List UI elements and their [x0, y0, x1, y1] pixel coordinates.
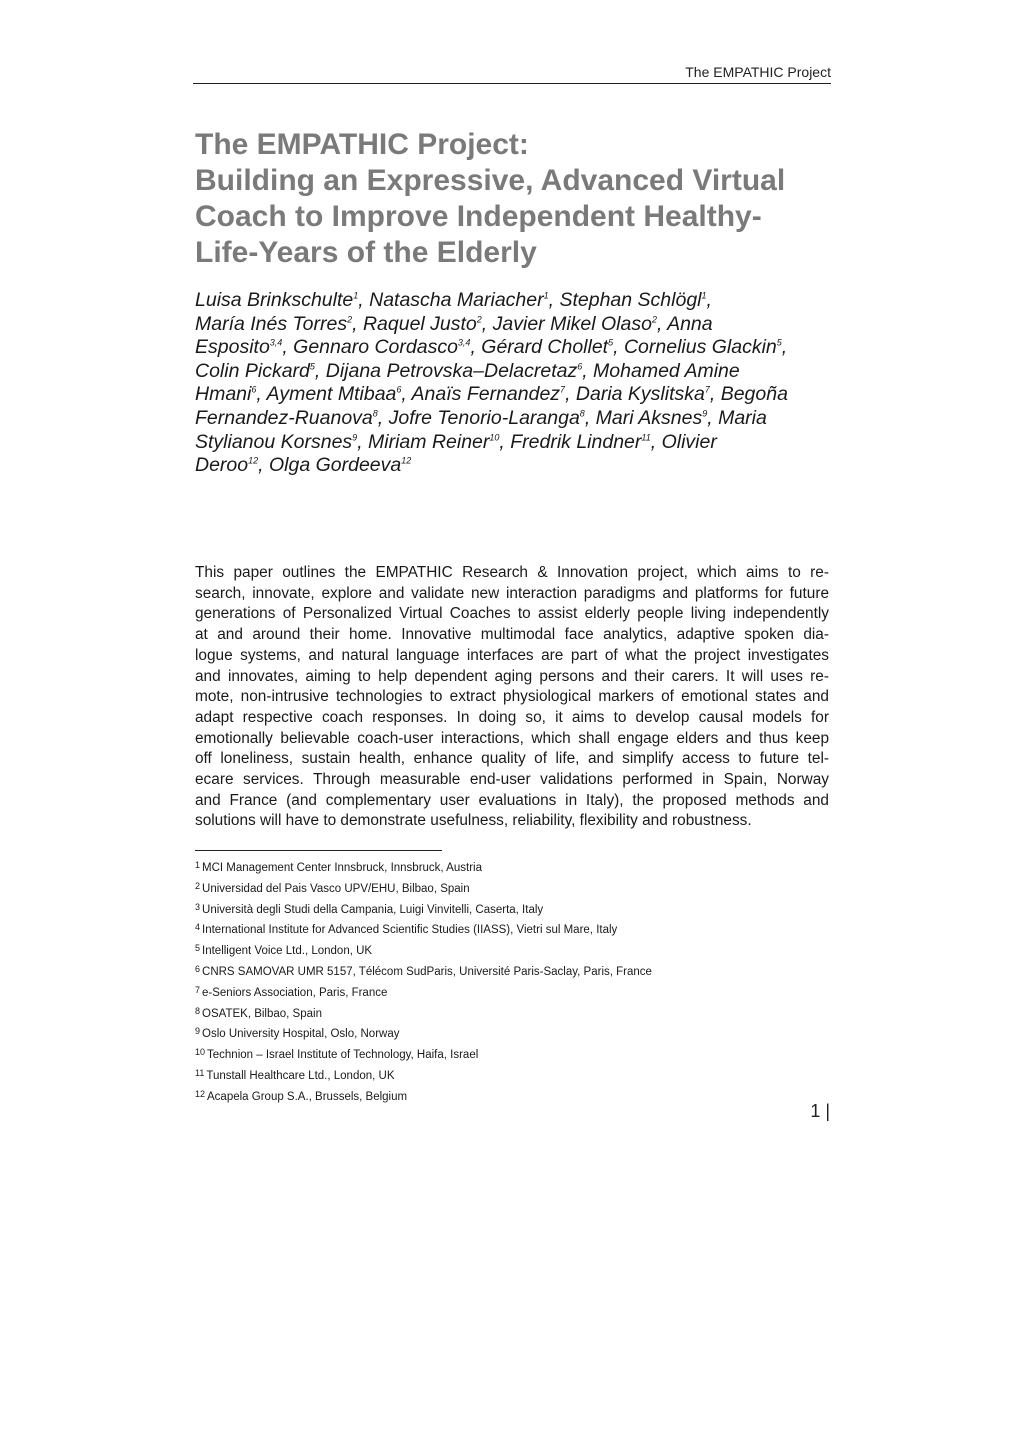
- footnote-number: 10: [195, 1047, 206, 1058]
- author-separator: ,: [706, 289, 712, 311]
- author-name: Daria Kyslitska: [575, 383, 705, 406]
- footnote: [195, 961, 835, 982]
- author-name: Gennaro Cordasco: [293, 336, 458, 359]
- author-name: María Inés Torres: [195, 312, 348, 335]
- author-separator: ,: [613, 336, 624, 359]
- footnote-number: 3: [195, 901, 201, 912]
- footnote-text: CNRS SAMOVAR UMR 5157, Télécom SudParis, Université Paris-Saclay, Paris, France: [202, 965, 652, 978]
- affiliation-marker: 2: [651, 314, 657, 325]
- paper-title: [195, 127, 835, 271]
- affiliation-marker: 2: [476, 314, 482, 325]
- author-line: [195, 383, 845, 407]
- affiliation-marker: 6: [577, 361, 583, 372]
- affiliation-marker: 12: [401, 455, 412, 466]
- abstract-line: and France (and complementary user evaluations in Italy), the proposed methods and: [195, 791, 829, 809]
- author-name: Olga Gordeeva: [268, 454, 402, 477]
- author-name: Natascha Mariacher: [369, 289, 544, 311]
- footnote: [195, 857, 835, 878]
- footnote-number: 2: [195, 880, 201, 891]
- footnote-text: e-Seniors Association, Paris, France: [202, 986, 388, 999]
- author-separator: ,: [314, 359, 326, 382]
- affiliation-marker: 6: [396, 384, 402, 395]
- author-line: [195, 289, 845, 313]
- abstract-line: at and around their home. Innovative multimodal face analytics, adaptive spoken dia-: [195, 626, 829, 644]
- affiliation-marker: 3,4: [269, 337, 283, 348]
- author-name: Raquel Justo: [362, 312, 477, 335]
- title-line: The EMPATHIC Project:: [195, 128, 529, 161]
- footnote: [195, 1044, 835, 1065]
- affiliation-marker: 9: [702, 408, 708, 419]
- author-separator: ,: [282, 336, 294, 359]
- author-separator: , Maria: [707, 406, 767, 429]
- title-line: Coach to Improve Independent Healthy-: [195, 200, 762, 233]
- author-name: Ayment Mtibaa: [266, 383, 397, 406]
- abstract-line: mote, non-intrusive technologies to extract physiological markers of emotional states and: [195, 688, 829, 706]
- author-name: Mari Aksnes: [595, 406, 703, 429]
- abstract-line: emotionally believable coach-user interactions, which shall engage elders and thus keep: [195, 729, 829, 747]
- author-separator: ,: [499, 430, 511, 453]
- footnote-number: 4: [195, 922, 201, 933]
- footnote: [195, 1003, 835, 1024]
- affiliation-marker: 1: [353, 290, 359, 301]
- author-separator: , Begoña: [709, 383, 788, 406]
- author-separator: ,: [377, 406, 389, 429]
- affiliation-marker: 5: [309, 361, 315, 372]
- author-name: Hmani: [195, 383, 252, 406]
- author-separator: , Mohamed Amine: [582, 359, 740, 382]
- affiliation-marker: 6: [251, 384, 257, 395]
- author-name: Fernandez-Ruanova: [195, 406, 373, 429]
- author-line: [195, 336, 845, 360]
- affiliation-marker: 9: [352, 432, 358, 443]
- affiliation-marker: 2: [347, 314, 353, 325]
- author-separator: ,: [357, 430, 369, 453]
- affiliation-marker: 11: [641, 432, 651, 443]
- footnote-number: 6: [195, 963, 201, 974]
- abstract-line: generations of Personalized Virtual Coaches to assist elderly people living independently: [195, 605, 829, 623]
- footnote-text: International Institute for Advanced Scientific Studies (IIASS), Vietri sul Mare, Italy: [202, 924, 618, 937]
- affiliation-marker: 5: [608, 337, 614, 348]
- author-name: Stephan Schlögl: [559, 289, 702, 311]
- author-name: Miriam Reiner: [368, 430, 490, 453]
- affiliation-marker: 1: [543, 290, 549, 301]
- author-separator: , Anna: [656, 312, 713, 335]
- footnote-number: 11: [195, 1067, 205, 1078]
- abstract: [195, 563, 829, 832]
- abstract-line: solutions will have to demonstrate usefulness, reliability, flexibility and robustness.: [195, 812, 752, 830]
- author-name: Deroo: [195, 454, 249, 477]
- footnote-text: Acapela Group S.A., Brussels, Belgium: [207, 1090, 408, 1103]
- author-separator: ,: [470, 336, 482, 359]
- affiliation-marker: 3,4: [457, 337, 471, 348]
- author-list: [195, 289, 845, 478]
- abstract-line: logue systems, and natural language interfaces are part of what the project investigates: [195, 646, 829, 664]
- author-line: [195, 431, 845, 455]
- footnote-divider: [195, 850, 442, 851]
- affiliation-marker: 8: [579, 408, 585, 419]
- footnote: [195, 919, 835, 940]
- author-separator: ,: [481, 312, 493, 335]
- author-separator: ,: [781, 336, 788, 359]
- footnote-number: 12: [195, 1088, 206, 1099]
- author-name: Javier Mikel Olaso: [492, 312, 652, 335]
- footnote: [195, 1023, 835, 1044]
- author-separator: ,: [548, 289, 560, 311]
- author-separator: , Olivier: [650, 430, 717, 453]
- affiliation-marker: 12: [248, 455, 259, 466]
- author-separator: ,: [584, 406, 596, 429]
- footnote: [195, 1086, 835, 1107]
- affiliation-marker: 5: [776, 337, 782, 348]
- author-name: Colin Pickard: [195, 359, 310, 382]
- footnote-number: 9: [195, 1026, 201, 1037]
- footnote-number: 8: [195, 1005, 201, 1016]
- author-name: Anaïs Fernandez: [411, 383, 561, 406]
- affiliation-marker: 10: [489, 432, 500, 443]
- author-separator: ,: [401, 383, 412, 406]
- footnote-text: Technion – Israel Institute of Technology, Haifa, Israel: [207, 1049, 479, 1062]
- author-line: [195, 313, 845, 337]
- author-name: Stylianou Korsnes: [195, 430, 353, 453]
- author-separator: ,: [358, 289, 370, 311]
- author-separator: ,: [352, 312, 363, 335]
- author-separator: ,: [565, 383, 576, 406]
- footnote-text: Tunstall Healthcare Ltd., London, UK: [206, 1069, 395, 1082]
- affiliation-marker: 8: [372, 408, 378, 419]
- author-name: Jofre Tenorio-Laranga: [388, 406, 580, 429]
- footnote-number: 7: [195, 984, 201, 995]
- footnote-text: OSATEK, Bilbao, Spain: [202, 1007, 322, 1020]
- footnote: [195, 1065, 835, 1086]
- author-line: [195, 360, 845, 384]
- page-number: 1 |: [810, 1101, 830, 1121]
- affiliation-marker: 7: [560, 384, 566, 395]
- author-separator: ,: [258, 454, 269, 477]
- author-name: Gérard Chollet: [481, 336, 609, 359]
- title-line: Building an Expressive, Advanced Virtual: [195, 164, 786, 197]
- footnote-list: [195, 857, 835, 1107]
- footnote-number: 5: [195, 943, 201, 954]
- author-name: Cornelius Glackin: [623, 336, 777, 359]
- footnote-text: Università degli Studi della Campania, Luigi Vinvitelli, Caserta, Italy: [202, 903, 544, 916]
- footnote-text: Universidad del Pais Vasco UPV/EHU, Bilbao, Spain: [202, 882, 470, 895]
- footnote: [195, 899, 835, 920]
- author-line: [195, 454, 845, 478]
- title-line: Life-Years of the Elderly: [195, 236, 537, 269]
- author-line: [195, 407, 845, 431]
- author-name: Esposito: [195, 336, 270, 359]
- footnote: [195, 982, 835, 1003]
- footnote-number: 1: [195, 860, 201, 870]
- affiliation-marker: 7: [704, 384, 710, 395]
- footnote-text: Intelligent Voice Ltd., London, UK: [202, 945, 373, 958]
- abstract-line: search, innovate, explore and validate new interaction paradigms and platforms for future: [195, 584, 829, 602]
- footnote-text: Oslo University Hospital, Oslo, Norway: [202, 1028, 400, 1041]
- author-name: Luisa Brinkschulte: [195, 289, 354, 311]
- abstract-line: adapt respective coach responses. In doing so, it aims to develop causal models for: [195, 708, 829, 726]
- affiliation-marker: 1: [701, 290, 707, 301]
- abstract-line: off loneliness, sustain health, enhance quality of life, and simplify access to future tel-: [195, 750, 829, 768]
- abstract-line: ecare services. Through measurable end-user validations performed in Spain, Norway: [195, 771, 829, 789]
- footnote-text: MCI Management Center Innsbruck, Innsbruck, Austria: [202, 862, 482, 874]
- abstract-line: and innovates, aiming to help dependent aging persons and their carers. It will uses re-: [195, 667, 829, 685]
- author-separator: ,: [256, 383, 267, 406]
- author-name: Dijana Petrovska–Delacretaz: [325, 359, 578, 382]
- abstract-line: This paper outlines the EMPATHIC Research & Innovation project, which aims to re-: [195, 564, 829, 581]
- author-name: Fredrik Lindner: [510, 430, 642, 453]
- footnote: [195, 878, 835, 899]
- running-head: The EMPATHIC Project: [193, 64, 831, 84]
- footnote: [195, 940, 835, 961]
